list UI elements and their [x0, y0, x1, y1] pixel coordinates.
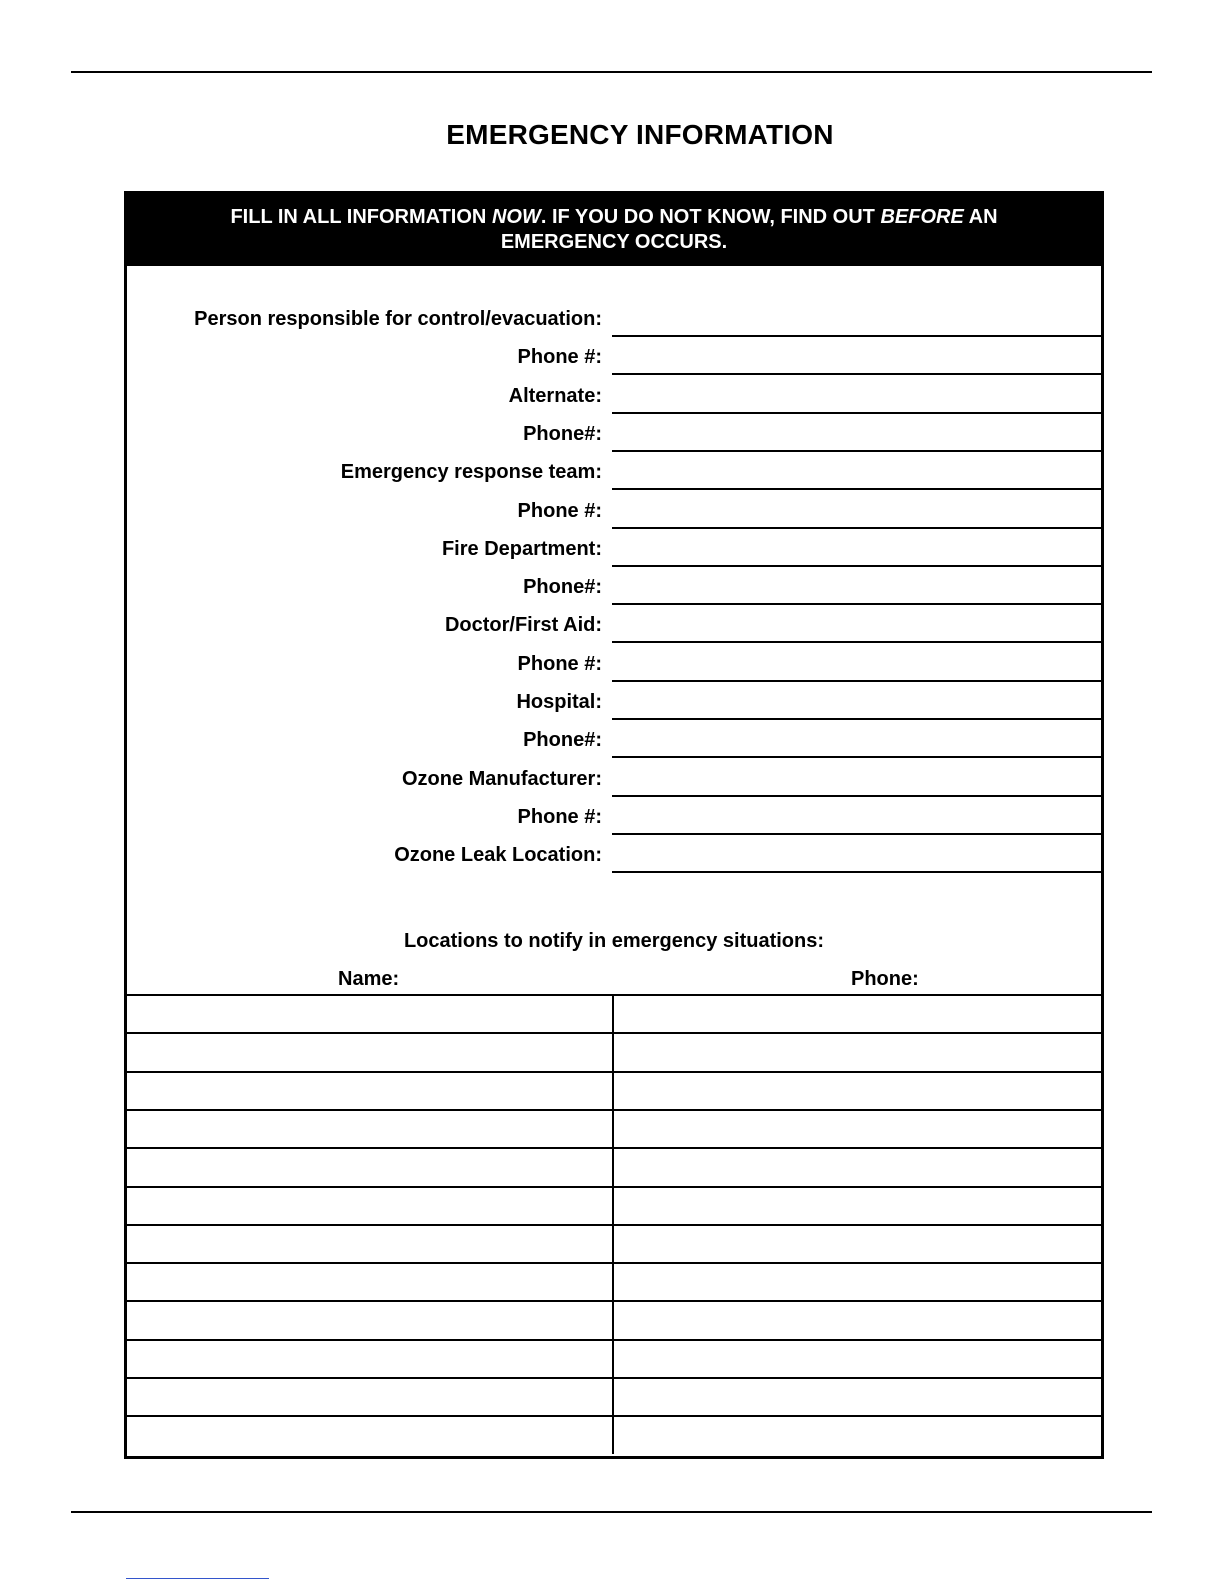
field-label: Doctor/First Aid:	[444, 614, 602, 637]
locations-heading: Locations to notify in emergency situations:	[403, 930, 825, 952]
banner-text-line2: EMERGENCY OCCURS.	[500, 231, 728, 253]
location-row	[127, 1377, 1101, 1415]
banner-text-part: . IF YOU DO NOT KNOW, FIND OUT	[540, 206, 881, 228]
field-entry-line[interactable]	[612, 795, 1101, 797]
field-entry-line[interactable]	[612, 565, 1101, 567]
banner-text-part: FILL IN ALL INFORMATION	[230, 206, 492, 228]
location-row	[127, 1109, 1101, 1147]
location-row	[127, 994, 1101, 1032]
location-row	[127, 1415, 1101, 1453]
field-entry-line[interactable]	[612, 527, 1101, 529]
field-entry-line[interactable]	[612, 718, 1101, 720]
field-label: Ozone Leak Location:	[394, 844, 602, 867]
field-entry-line[interactable]	[612, 335, 1101, 337]
location-row	[127, 1339, 1101, 1377]
field-label: Alternate:	[508, 384, 602, 407]
field-entry-line[interactable]	[612, 488, 1101, 490]
field-label: Fire Department:	[441, 537, 602, 560]
column-divider	[612, 1339, 614, 1378]
field-label: Phone #:	[517, 499, 602, 522]
field-entry-line[interactable]	[612, 450, 1101, 452]
column-divider	[612, 1262, 614, 1301]
column-divider	[612, 1032, 614, 1071]
top-rule	[71, 71, 1152, 73]
page-title: EMERGENCY INFORMATION	[446, 119, 834, 150]
column-divider	[612, 1224, 614, 1263]
column-divider	[612, 1300, 614, 1339]
field-label: Phone#:	[523, 729, 602, 752]
column-divider	[612, 1109, 614, 1148]
location-row	[127, 1186, 1101, 1224]
location-row	[127, 1224, 1101, 1262]
column-divider	[612, 1377, 614, 1416]
banner-emphasis-before: BEFORE	[880, 206, 964, 228]
location-row	[127, 1147, 1101, 1185]
footer-link-underline	[126, 1578, 269, 1579]
field-label: Phone #:	[517, 805, 602, 828]
phone-column-header: Phone:	[851, 968, 919, 990]
column-divider	[612, 1415, 614, 1454]
field-entry-line[interactable]	[612, 680, 1101, 682]
banner-emphasis-now: NOW	[491, 206, 541, 228]
field-entry-line[interactable]	[612, 412, 1101, 414]
banner-text-part: AN	[963, 206, 998, 228]
location-row	[127, 1032, 1101, 1070]
column-divider	[612, 994, 614, 1033]
bottom-rule	[71, 1511, 1152, 1513]
field-entry-line[interactable]	[612, 603, 1101, 605]
field-label: Phone #:	[517, 652, 602, 675]
instruction-banner	[127, 194, 1101, 266]
column-divider	[612, 1071, 614, 1110]
location-row	[127, 1262, 1101, 1300]
name-column-header: Name:	[338, 968, 400, 990]
locations-table	[127, 994, 1101, 1459]
column-divider	[612, 1147, 614, 1186]
field-entry-line[interactable]	[612, 833, 1101, 835]
field-label: Person responsible for control/evacuation:	[194, 308, 602, 330]
field-entry-line[interactable]	[612, 641, 1101, 643]
field-entry-line[interactable]	[612, 373, 1101, 375]
field-entry-line[interactable]	[612, 756, 1101, 758]
emergency-form	[124, 191, 1104, 1459]
field-label: Ozone Manufacturer:	[401, 767, 602, 790]
field-entry-line[interactable]	[612, 871, 1101, 873]
field-label: Phone#:	[523, 422, 602, 445]
field-label: Hospital:	[516, 691, 602, 713]
field-label: Emergency response team:	[340, 461, 602, 484]
location-row	[127, 1300, 1101, 1338]
field-label: Phone#:	[523, 576, 602, 599]
location-row	[127, 1071, 1101, 1109]
field-label: Phone #:	[517, 346, 602, 369]
column-divider	[612, 1186, 614, 1225]
